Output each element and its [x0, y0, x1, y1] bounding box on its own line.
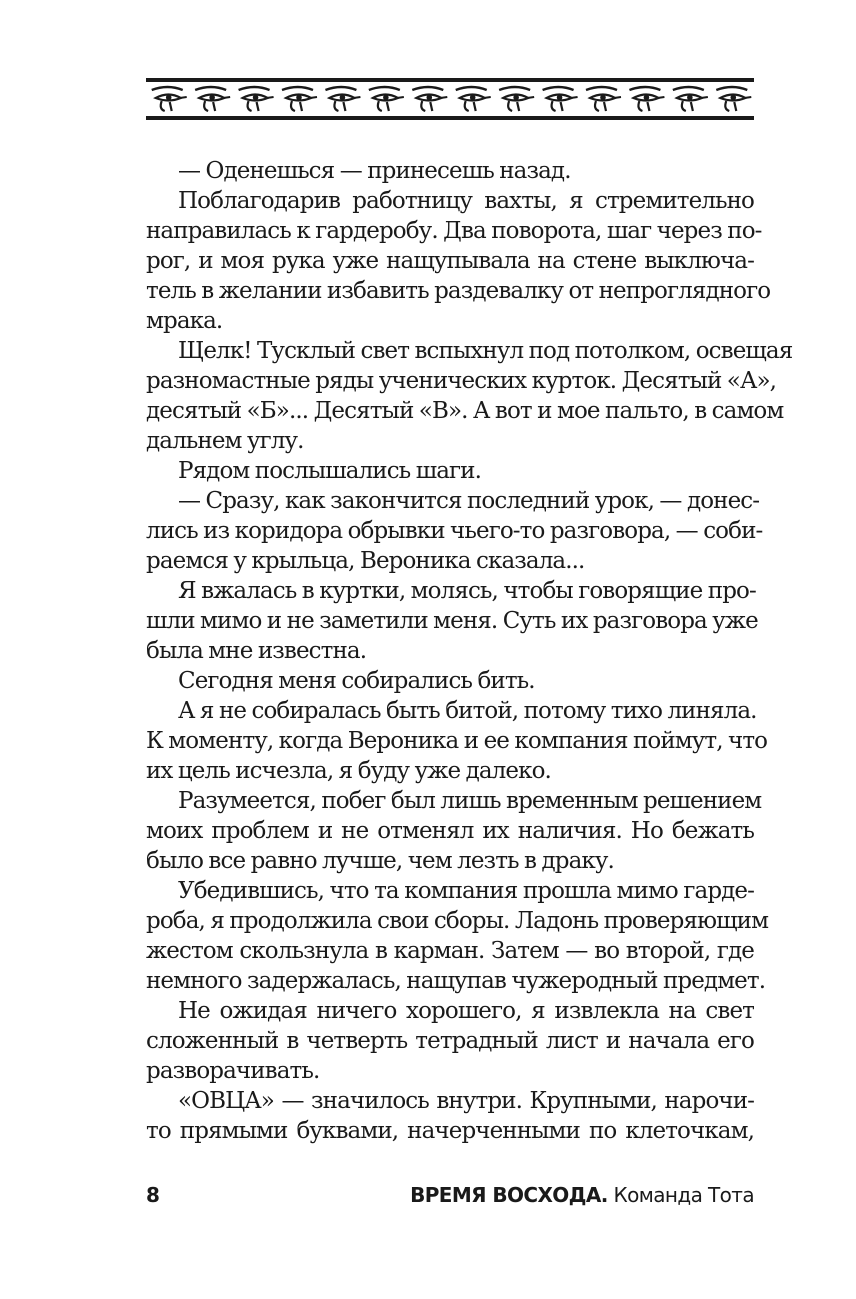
- text-line: моих проблем и не отменял их наличия. Но бежать: [146, 818, 754, 844]
- eye-of-horus-icon: [369, 87, 404, 111]
- text-line: разномастные ряды ученических курток. Десятый «А»,: [146, 368, 777, 394]
- text-line: было все равно лучше, чем лезть в драку.: [146, 848, 614, 874]
- eye-of-horus-icon: [456, 87, 491, 111]
- eye-of-horus-icon: [499, 87, 534, 111]
- text-line: лись из коридора обрывки чьего-то разговора, — соби-: [146, 518, 763, 544]
- text-line: «ОВЦА» — значилось внутри. Крупными, нарочи-: [178, 1088, 754, 1114]
- text-line: то прямыми буквами, начерченными по клеточкам,: [146, 1118, 754, 1144]
- text-line: — Сразу, как закончится последний урок, — донес-: [178, 488, 760, 514]
- header-ornament: [146, 78, 754, 120]
- text-line: десятый «Б»... Десятый «В». А вот и мое пальто, в самом: [146, 398, 784, 424]
- text-line: разворачивать.: [146, 1058, 320, 1084]
- book-title: Команда Тота: [613, 1183, 754, 1207]
- text-line: А я не собиралась быть битой, потому тихо линяла.: [178, 698, 757, 724]
- text-line: шли мимо и не заметили меня. Суть их разговора уже: [146, 608, 758, 634]
- eye-of-horus-icon: [586, 87, 621, 111]
- text-line: Не ожидая ничего хорошего, я извлекла на свет: [178, 998, 754, 1024]
- running-head: [410, 1183, 754, 1207]
- text-line: Поблагодарив работницу вахты, я стремительно: [178, 188, 754, 214]
- eye-of-horus-icon: [716, 87, 751, 111]
- eye-of-horus-icon: [152, 87, 187, 111]
- text-line: жестом скользнула в карман. Затем — во второй, где: [146, 938, 754, 964]
- text-line: роба, я продолжила свои сборы. Ладонь проверяющим: [146, 908, 769, 934]
- text-line: Я вжалась в куртки, молясь, чтобы говорящие про-: [178, 578, 756, 604]
- eye-of-horus-icon: [673, 87, 708, 111]
- text-line: сложенный в четверть тетрадный лист и начала его: [146, 1028, 754, 1054]
- text-line: Сегодня меня собирались бить.: [178, 668, 535, 694]
- eye-of-horus-icon: [195, 87, 230, 111]
- text-line: была мне известна.: [146, 638, 367, 664]
- eye-of-horus-icon: [412, 87, 447, 111]
- page-number: 8: [146, 1183, 160, 1207]
- text-line: Разумеется, побег был лишь временным решением: [178, 788, 762, 814]
- text-line: направилась к гардеробу. Два поворота, шаг через по-: [146, 218, 762, 244]
- series-title: ВРЕМЯ ВОСХОДА.: [410, 1183, 608, 1207]
- body-text: [146, 156, 793, 1146]
- eye-of-horus-icon: [629, 87, 664, 111]
- text-line: рог, и моя рука уже нащупывала на стене выключа-: [146, 248, 754, 274]
- eye-of-horus-icon: [325, 87, 360, 111]
- eye-of-horus-icon: [282, 87, 317, 111]
- page-footer: [146, 1183, 754, 1213]
- text-line: дальнем углу.: [146, 428, 304, 454]
- text-line: их цель исчезла, я буду уже далеко.: [146, 758, 551, 784]
- eye-of-horus-icon: [239, 87, 274, 111]
- text-line: раемся у крыльца, Вероника сказала...: [146, 548, 585, 574]
- eye-of-horus-icon: [543, 87, 578, 111]
- text-line: Рядом послышались шаги.: [178, 458, 482, 484]
- text-line: мрака.: [146, 308, 223, 334]
- text-line: Убедившись, что та компания прошла мимо гарде-: [178, 878, 754, 904]
- text-line: — Оденешься — принесешь назад.: [178, 158, 571, 184]
- text-line: Щелк! Тусклый свет вспыхнул под потолком, освещая: [178, 338, 793, 364]
- text-line: немного задержалась, нащупав чужеродный предмет.: [146, 968, 766, 994]
- text-line: тель в желании избавить раздевалку от непроглядного: [146, 278, 771, 304]
- text-line: К моменту, когда Вероника и ее компания поймут, что: [146, 728, 768, 754]
